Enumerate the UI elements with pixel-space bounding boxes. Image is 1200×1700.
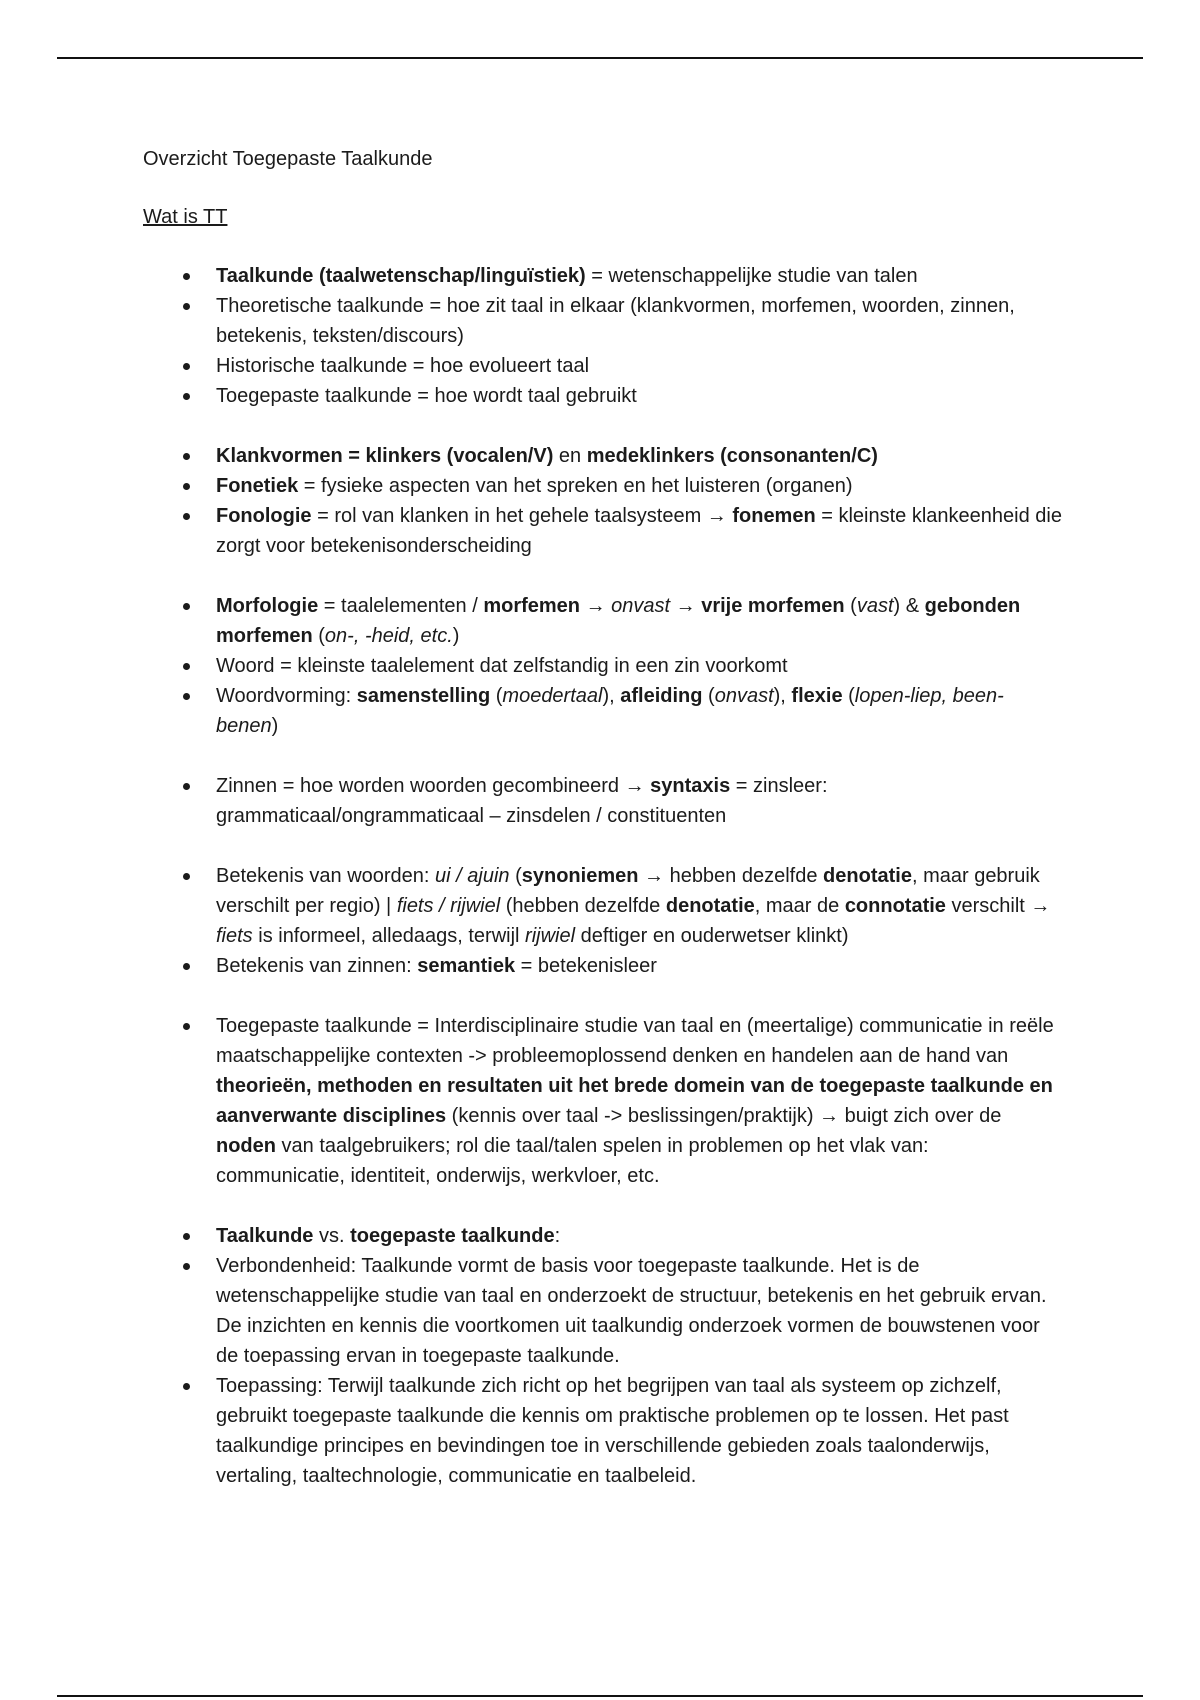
term: toegepaste taalkunde	[350, 1225, 555, 1247]
text-run: = zinsleer: grammaticaal/ongrammaticaal – zinsdelen / constituenten	[216, 775, 828, 827]
text-run: (	[312, 625, 325, 647]
bullet-item	[143, 651, 1063, 681]
text-run: (	[490, 685, 503, 707]
text-run: →	[580, 595, 612, 617]
bullet-item	[143, 861, 1063, 951]
term: Taalkunde	[216, 1225, 314, 1247]
text-run: = betekenisleer	[515, 955, 657, 977]
text-run: Toepassing: Terwijl taalkunde zich richt op het begrijpen van taal als systeem op zichzelf, gebruikt toegepaste taalkunde die kennis om praktische problemen op te lossen. Het past taalkundige principes en bevindingen toe in verschillende gebieden zoals taalonderwijs, vertaling, taaltechnologie, communicatie en taalbeleid.	[216, 1375, 1009, 1487]
term: Morfologie	[216, 595, 319, 617]
term: Taalkunde (taalwetenschap/linguïstiek)	[216, 265, 586, 287]
text-run: van taalgebruikers; rol die taal/talen spelen in problemen op het vlak van: communicatie, identiteit, onderwijs, werkvloer, etc.	[216, 1135, 929, 1187]
page-top-rule	[57, 57, 1143, 59]
text-run: )	[452, 625, 460, 647]
example: moedertaal	[502, 685, 603, 707]
example: rijwiel	[525, 925, 576, 947]
term: fonemen	[732, 505, 816, 527]
example: lopen-liep, been-benen	[216, 685, 1004, 737]
term: morfemen	[483, 595, 581, 617]
text-run: :	[554, 1225, 561, 1247]
term: afleiding	[620, 685, 703, 707]
term: vrije morfemen	[701, 595, 845, 617]
bullet-item	[143, 381, 1063, 411]
bullet-group-vergelijking	[143, 1221, 1063, 1491]
text-run: (kennis over taal -> beslissingen/praktijk) → buigt zich over de	[446, 1105, 1002, 1127]
bullet-item	[143, 1251, 1063, 1371]
text-run: Toegepaste taalkunde = Interdisciplinaire studie van taal en (meertalige) communicatie in reële maatschappelijke contexten -> probleemoplossend denken en handelen aan de hand van	[216, 1015, 1054, 1067]
bullet-item	[143, 591, 1063, 651]
example: ui / ajuin	[435, 865, 510, 887]
text-run: )	[271, 715, 279, 737]
term: theorieën, methoden en resultaten uit het brede domein van de toegepaste taalkunde en aanverwante disciplines	[216, 1075, 1053, 1127]
text-run: vs.	[313, 1225, 351, 1247]
term: semantiek	[417, 955, 516, 977]
bullet-item	[143, 1371, 1063, 1491]
bullet-group-betekenis	[143, 861, 1063, 981]
text-run: en	[553, 445, 587, 467]
term: denotatie	[823, 865, 912, 887]
bullet-item	[143, 951, 1063, 981]
term: flexie	[791, 685, 843, 707]
term: denotatie	[665, 895, 755, 917]
text-run: = fysieke aspecten van het spreken en het luisteren (organen)	[298, 475, 853, 497]
term: medeklinkers (consonanten/C)	[586, 445, 878, 467]
bullet-item	[143, 1011, 1063, 1191]
section-heading: Wat is TT	[143, 206, 228, 228]
example: fiets / rijwiel	[396, 895, 501, 917]
bullet-item	[143, 501, 1063, 561]
text-run: = wetenschappelijke studie van talen	[585, 265, 918, 287]
text-run: = kleinste klankeenheid die zorgt voor betekenisonderscheiding	[216, 505, 1062, 557]
bullet-item	[143, 681, 1063, 741]
text-run: ),	[602, 685, 621, 707]
term: connotatie	[844, 895, 946, 917]
bullet-item	[143, 441, 1063, 471]
bullet-item	[143, 1221, 1063, 1251]
term: Fonologie	[216, 505, 312, 527]
text-run: , maar gebruik verschilt per regio) |	[216, 865, 1040, 917]
bullet-group-zinnen	[143, 771, 1063, 831]
text-run: Woordvorming:	[216, 685, 357, 707]
text-run: Historische taalkunde = hoe evolueert taal	[216, 355, 590, 377]
text-run: Betekenis van zinnen:	[216, 955, 418, 977]
bullet-group-klankvormen	[143, 441, 1063, 561]
example: vast	[856, 595, 894, 617]
document-body	[143, 144, 1063, 1491]
example: on-, -heid, etc.	[324, 625, 453, 647]
term: Fonetiek	[216, 475, 299, 497]
term: noden	[216, 1135, 276, 1157]
bullet-item	[143, 291, 1063, 351]
text-run: = taalelementen /	[318, 595, 484, 617]
example: onvast	[714, 685, 774, 707]
text-run: deftiger en ouderwetser klinkt)	[575, 925, 849, 947]
text-run: → hebben dezelfde	[638, 865, 824, 887]
page-bottom-rule	[57, 1695, 1143, 1697]
text-run: Toegepaste taalkunde = hoe wordt taal gebruikt	[216, 385, 637, 407]
text-run: Zinnen = hoe worden woorden gecombineerd →	[216, 775, 651, 797]
bullet-group-taalkunde	[143, 261, 1063, 411]
bullet-group-toegepaste-taalkunde	[143, 1011, 1063, 1191]
bullet-item	[143, 351, 1063, 381]
example: onvast	[611, 595, 671, 617]
term: syntaxis	[650, 775, 731, 797]
text-run: (hebben dezelfde	[500, 895, 666, 917]
bullet-item	[143, 771, 1063, 831]
text-run: →	[670, 595, 702, 617]
bullet-group-morfologie	[143, 591, 1063, 741]
text-run: (	[702, 685, 715, 707]
text-run: verschilt →	[945, 895, 1051, 917]
text-run: is informeel, alledaags, terwijl	[252, 925, 526, 947]
text-run: Woord = kleinste taalelement dat zelfstandig in een zin voorkomt	[216, 655, 788, 677]
text-run: Betekenis van woorden:	[216, 865, 436, 887]
text-run: (	[844, 595, 857, 617]
term: Klankvormen = klinkers (vocalen/V)	[216, 445, 554, 467]
text-run: ),	[773, 685, 792, 707]
text-run: Theoretische taalkunde = hoe zit taal in elkaar (klankvormen, morfemen, woorden, zinnen, betekenis, teksten/discours)	[216, 295, 1015, 347]
term: gebonden morfemen	[216, 595, 1021, 647]
term: samenstelling	[356, 685, 491, 707]
example: fiets	[216, 925, 253, 947]
text-run: (	[509, 865, 522, 887]
text-run: (	[842, 685, 855, 707]
document-title: Overzicht Toegepaste Taalkunde	[143, 148, 433, 170]
text-run: ) &	[893, 595, 925, 617]
term: synoniemen	[521, 865, 639, 887]
bullet-item	[143, 471, 1063, 501]
text-run: , maar de	[754, 895, 845, 917]
bullet-item	[143, 261, 1063, 291]
text-run: Verbondenheid: Taalkunde vormt de basis voor toegepaste taalkunde. Het is de wetenschappelijke studie van taal en onderzoekt de structuur, betekenis en het gebruik ervan. De inzichten en kennis die voortkomen uit taalkundig onderzoek vormen de bouwstenen voor de toepassing ervan in toegepaste taalkunde.	[216, 1255, 1047, 1367]
text-run: = rol van klanken in het gehele taalsysteem →	[311, 505, 733, 527]
